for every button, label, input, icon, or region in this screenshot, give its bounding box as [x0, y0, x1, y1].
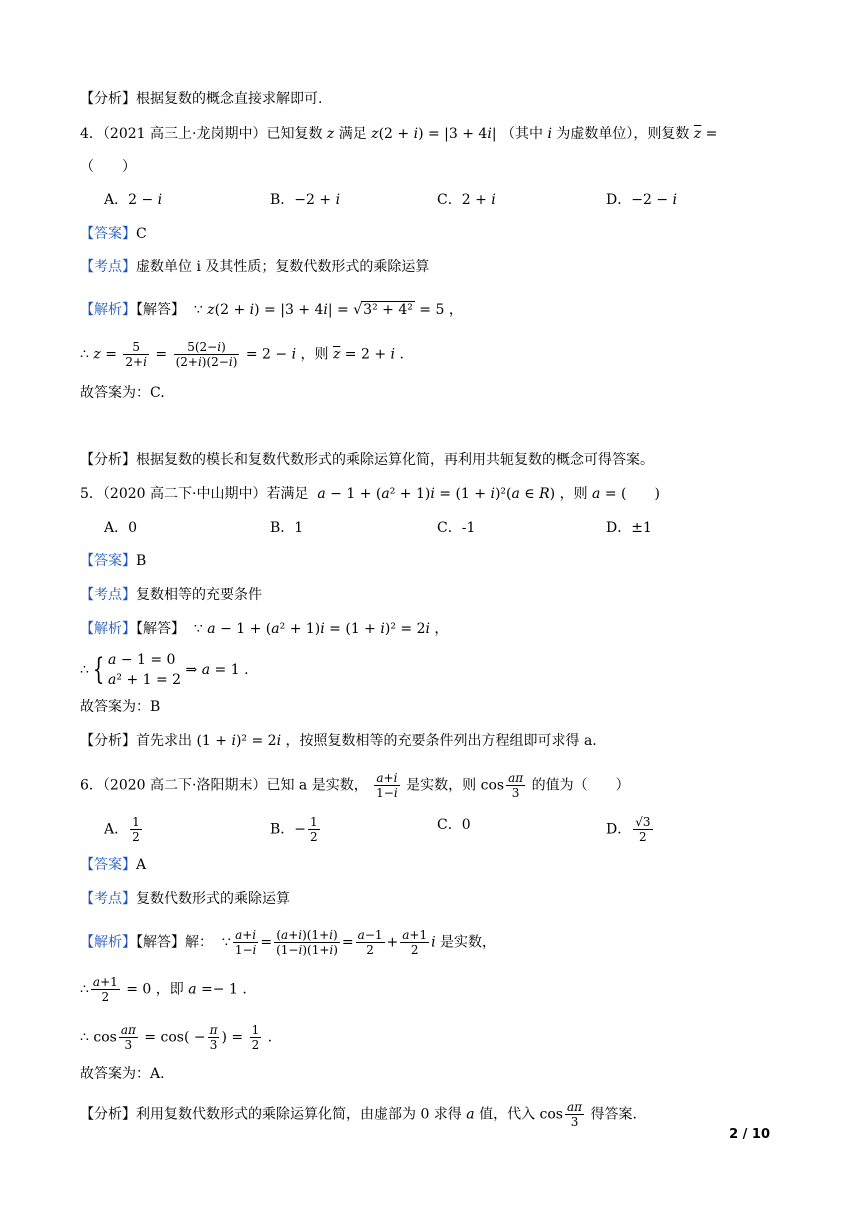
solution-line-1: 【解析】【解答】 ∵ z(2 + i) = |3 + 4i| = √3² + 4² = 5 ，	[80, 302, 463, 318]
option-a: A． $\frac{1}{2}$	[104, 815, 140, 844]
solution-line-2: ∴ z = $\frac{5}{2+i}$ = $\frac{5(2-i)}{(2+i)(2-i)}$ = 2 − i ，则 $\overline{z} = 2 + i$ .	[80, 340, 404, 369]
question-source: （2021 高三上·龙岗期中）	[102, 126, 267, 142]
option-c: C．0	[437, 817, 471, 833]
answer-line: 【答案】B	[80, 553, 147, 569]
question-source: （2020 高二下·洛阳期末）	[102, 777, 267, 794]
solution-line-1: 【解析】【解答】 ∵ a − 1 + (a² + 1)i = (1 + i)² = 2i ，	[80, 621, 449, 637]
conclusion-line: 故答案为：C.	[80, 385, 165, 401]
question-6-stem: 6．（2020 高二下·洛阳期末）已知 a 是实数， $\frac{a+i}{1-i}$ 是实数，则 cos $\frac{a\pi}{3}$ 的值为（ ）	[80, 771, 630, 800]
option-d: D．−2 − i	[606, 192, 677, 208]
page-number: 2 / 10	[729, 1127, 770, 1142]
answer-tag: 【答案】	[80, 226, 136, 242]
option-c: C．-1	[437, 520, 476, 536]
solution-line-3: ∴ cos $\frac{a\pi}{3}$ = cos( − $\frac{\pi}{3}$ ) = $\frac{1}{2}$ .	[80, 1023, 273, 1052]
answer-line	[80, 224, 147, 244]
analysis-line: 【分析】首先求出 (1 + i)² = 2i ，按照复数相等的充要条件列出方程组即可求得 a.	[80, 733, 597, 749]
analysis-tag: 【分析】	[80, 91, 136, 107]
analysis-line: 【分析】根据复数的模长和复数代数形式的乘除运算化简，再利用共轭复数的概念可得答案。	[80, 452, 654, 468]
answer-value: C	[136, 226, 147, 242]
analysis-line	[80, 89, 322, 109]
answer-line: 【答案】A	[80, 857, 147, 873]
option-a: A．2 − i	[104, 192, 163, 208]
option-b: B．1	[270, 520, 304, 536]
question-4-paren: （ ）	[80, 159, 136, 175]
option-d: D．±1	[606, 520, 652, 536]
question-4-stem: 4．（2021 高三上·龙岗期中）已知复数 z 满足 z(2 + i) = |3 + 4i| （其中 i 为虚数单位），则复数 $\overline{z}$ =	[80, 126, 718, 142]
solution-line-2: ∴ $\frac{a+1}{2}$ = 0 ，即 a =− 1 .	[80, 975, 247, 1004]
conclusion-line: 故答案为：A.	[80, 1066, 165, 1082]
solution-line-2: ∴ { a − 1 = 0 a² + 1 = 2 ⇒ a = 1 .	[80, 652, 249, 688]
analysis-text: 根据复数的概念直接求解即可.	[136, 91, 323, 107]
option-b: B．− $\frac{1}{2}$	[270, 815, 318, 844]
analysis-line: 【分析】利用复数代数形式的乘除运算化简，由虚部为 0 求得 a 值，代入 cos $\frac{a\pi}{3}$ 得答案.	[80, 1100, 637, 1129]
point-line: 【考点】复数代数形式的乘除运算	[80, 891, 290, 907]
option-d: D． $\frac{√3}{2}$	[606, 815, 651, 844]
point-line: 【考点】虚数单位 i 及其性质；复数代数形式的乘除运算	[80, 259, 430, 275]
point-line: 【考点】复数相等的充要条件	[80, 587, 262, 603]
option-a: A．0	[104, 520, 138, 536]
solution-tag: 【解析】	[80, 302, 136, 318]
option-c: C．2 + i	[437, 192, 496, 208]
point-tag: 【考点】	[80, 259, 136, 275]
question-5-stem: 5．（2020 高二下·中山期中）若满足 a − 1 + (a² + 1)i = (1 + i)²(a ∈ R) ，则 a = ( )	[80, 486, 660, 502]
question-source: （2020 高二下·中山期中）	[102, 486, 267, 502]
solution-line-1: 【解析】【解答】解： ∵ $\frac{a+i}{1-i}$ = $\frac{(a+i)(1+i)}{(1-i)(1+i)}$ = $\frac{a-1}{2}$ + $\frac{a+1}{2}$ i 是实数，	[80, 928, 497, 957]
option-b: B．−2 + i	[270, 192, 341, 208]
conclusion-line: 故答案为：B	[80, 699, 161, 715]
